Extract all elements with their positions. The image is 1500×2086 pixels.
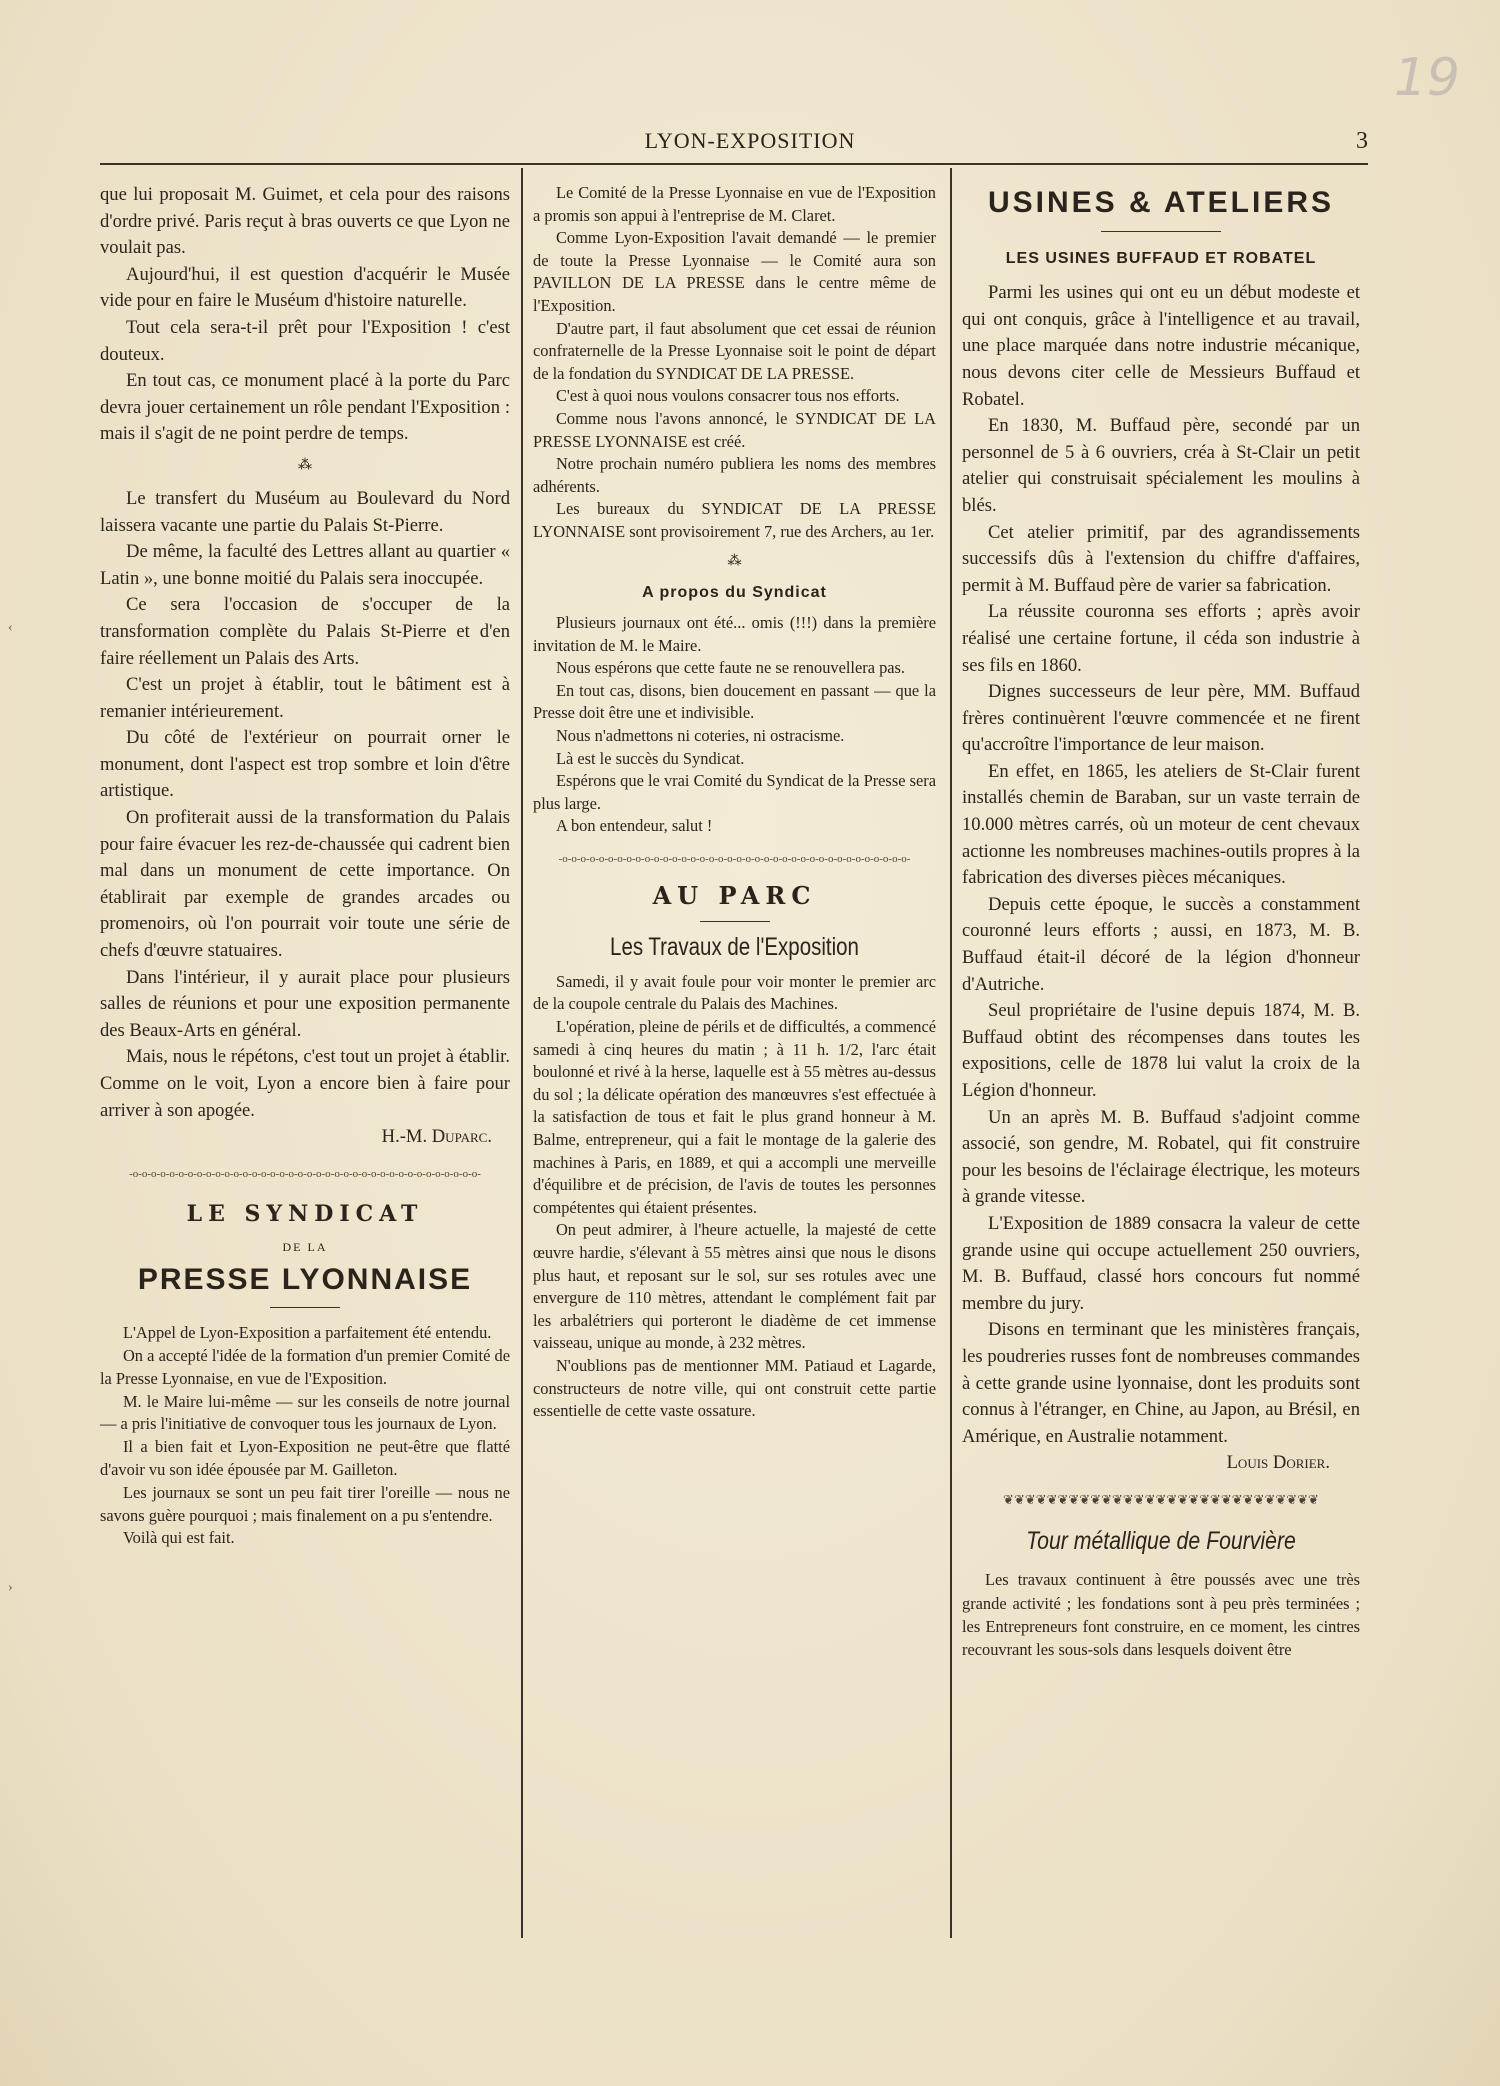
article-paragraph: D'autre part, il faut absolument que cet essai de réunion confraternelle de la Presse Lyonnaise soit le point de départ de la fondation du SYNDICAT DE LA PRESSE. bbox=[533, 318, 936, 383]
article-paragraph: Samedi, il y avait foule pour voir monter le premier arc de la coupole centrale du Palais des Machines. bbox=[533, 971, 936, 1014]
article-paragraph: On profiterait aussi de la transformation du Palais pour faire évacuer les rez-de-chaussée qui cadrent bien mal dans un monument de cette importance. On établirait par exemple de grandes arcades ou promenoirs, où l'on pourrait voir toute une série de chefs d'œuvre statuaires. bbox=[100, 807, 510, 962]
header-rule bbox=[100, 163, 1368, 165]
pencil-page-mark: 19 bbox=[1393, 48, 1460, 108]
article-paragraph: C'est à quoi nous voulons consacrer tous nos efforts. bbox=[555, 386, 900, 406]
article-paragraph: Voilà qui est fait. bbox=[122, 1528, 235, 1548]
article-paragraph: Tout cela sera-t-il prêt pour l'Exposition ! c'est douteux. bbox=[100, 316, 510, 365]
syndicat-article bbox=[100, 1322, 510, 1550]
column-2 bbox=[533, 182, 936, 1423]
syndicat-subtitle: DE LA bbox=[282, 1239, 328, 1254]
article-paragraph: La réussite couronna ses efforts ; après avoir réalisé une certaine fortune, il céda son industrie à ses fils en 1860. bbox=[962, 601, 1360, 676]
column-divider-1 bbox=[521, 168, 523, 1938]
title-rule bbox=[700, 921, 770, 922]
article-paragraph: On peut admirer, à l'heure actuelle, la majesté de cette œuvre hardie, s'élevant à 55 mètres ainsi que nous le disons plus haut, et reposant sur le sol, sur ses rotules avec une envergure de 110 mètres, attendant le complément fait par les arbalétriers qui porteront le diadème de cet immense vaisseau, unique au monde, à 232 mètres. bbox=[533, 1220, 936, 1353]
asterism-ornament: ⁂ bbox=[727, 553, 742, 569]
article-paragraph: M. le Maire lui-même — sur les conseils de notre journal — a pris l'initiative de convoquer tous les journaux de Lyon. bbox=[100, 1391, 510, 1434]
article-paragraph: Comme Lyon-Exposition l'avait demandé — le premier de toute la Presse Lyonnaise — le Comité aura son PAVILLON DE LA PRESSE dans le centre même de l'Exposition. bbox=[533, 228, 936, 315]
flower-divider: ❦❦❦❦❦❦❦❦❦❦❦❦❦❦❦❦❦❦❦❦❦❦❦❦❦❦❦❦❦ bbox=[1003, 1491, 1319, 1507]
article-paragraph: Les bureaux du SYNDICAT DE LA PRESSE LYONNAISE sont provisoirement 7, rue des Archers, au 1er. bbox=[533, 499, 936, 541]
asterism-ornament: ⁂ bbox=[298, 457, 312, 473]
article-paragraph: C'est un projet à établir, tout le bâtiment est à remanier intérieurement. bbox=[100, 674, 510, 722]
article-paragraph: De même, la faculté des Lettres allant au quartier « Latin », une bonne moitié du Palais sera inoccupée. bbox=[100, 541, 510, 589]
margin-mark: › bbox=[8, 1580, 13, 1595]
article-paragraph: En tout cas, disons, bien doucement en passant — que la Presse doit être une et indivisible. bbox=[533, 680, 936, 723]
article-paragraph: Mais, nous le répétons, c'est tout un projet à établir. Comme on le voit, Lyon a encore bien à faire pour arriver à son apogée. bbox=[100, 1046, 510, 1121]
article-paragraph: Dans l'intérieur, il y aurait place pour plusieurs salles de réunions et pour une exposition permanente des Beaux-Arts en général. bbox=[100, 966, 510, 1041]
travaux-title: Les Travaux de l'Exposition bbox=[610, 933, 859, 962]
article-paragraph: N'oublions pas de mentionner MM. Patiaud et Lagarde, constructeurs de notre ville, qui ont construit cette partie essentielle de cette vaste ossature. bbox=[533, 1355, 936, 1421]
title-rule bbox=[1101, 231, 1221, 232]
column-divider-2 bbox=[950, 168, 952, 1938]
article-paragraph: que lui proposait M. Guimet, et cela pour des raisons d'ordre privé. Paris reçut à bras ouverts ce que Lyon ne voulait pas. bbox=[100, 184, 510, 259]
author-signature: Louis Dorier. bbox=[1226, 1452, 1330, 1474]
article-paragraph: Les journaux se sont un peu fait tirer l'oreille — nous ne savons guère pourquoi ; mais finalement on a pu s'entendre. bbox=[100, 1482, 510, 1525]
apropos-title: A propos du Syndicat bbox=[642, 583, 827, 601]
running-title: LYON-EXPOSITION bbox=[644, 128, 856, 153]
presse-lyonnaise-title: PRESSE LYONNAISE bbox=[137, 1262, 473, 1296]
title-rule bbox=[270, 1307, 340, 1308]
article-paragraph: On a accepté l'idée de la formation d'un premier Comité de la Presse Lyonnaise, en vue de l'Exposition. bbox=[100, 1345, 510, 1388]
article-paragraph: Plusieurs journaux ont été... omis (!!!) dans la première invitation de M. le Maire. bbox=[533, 613, 936, 655]
article-paragraph: En tout cas, ce monument placé à la porte du Parc devra jouer certainement un rôle pendant l'Exposition : mais il s'agit de ne point perdre de temps. bbox=[100, 370, 510, 445]
article-paragraph: Nous n'admettons ni coteries, ni ostracisme. bbox=[555, 726, 845, 746]
article-paragraph: L'opération, pleine de périls et de difficultés, a commencé samedi à cinq heures du matin ; à 11 h. 1/2, l'arc était boulonné et rivé à la herse, laquelle est à 55 mètres au-dessus du sol ; la délicate opération des manœuvres s'est effectuée à la satisfaction de tous et fait le plus grand honneur à M. Balme, entrepreneur, qui a fait le montage de la galerie des machines à Paris, en 1889, et qui a accompli une merveille d'équilibre et de précision, de l'avis de toutes les personnes compétentes qui étaient présentes. bbox=[533, 1017, 936, 1217]
article-paragraph: Dignes successeurs de leur père, MM. Buffaud frères continuèrent l'œuvre commencée et ne firent qu'accroître l'importance de leur maison. bbox=[962, 681, 1360, 756]
column-3 bbox=[962, 182, 1360, 1662]
article-paragraph: Nous espérons que cette faute ne se renouvellera pas. bbox=[555, 658, 906, 678]
article-paragraph: L'Appel de Lyon-Exposition a parfaitement été entendu. bbox=[122, 1323, 492, 1343]
article-paragraph: Parmi les usines qui ont eu un début modeste et qui ont conquis, grâce à l'intelligence et au travail, une place marquée dans notre industrie mécanique, nous devons citer celle de Messieurs Buffaud et Robatel. bbox=[962, 282, 1360, 410]
author-signature: H.-M. Duparc. bbox=[381, 1126, 492, 1148]
chain-divider: -o-o-o-o-o-o-o-o-o-o-o-o-o-o-o-o-o-o-o-o-o-o-o-o-o-o-o-o-o-o-o-o-o-o-o-o-o-o- bbox=[558, 853, 911, 866]
syndicat-title: LE SYNDICAT bbox=[186, 1201, 424, 1228]
article-paragraph: En effet, en 1865, les ateliers de St-Clair furent installés chemin de Baraban, sur un vaste terrain de 10.000 mètres carrés, où un moteur de cent chevaux actionne les nombreuses machines-outils propres à la fabrication des diverses pièces mécaniques. bbox=[962, 760, 1360, 889]
article-paragraph: Aujourd'hui, il est question d'acquérir le Musée vide pour en faire le Muséum d'histoire naturelle. bbox=[100, 263, 510, 312]
article-paragraph: Depuis cette époque, le succès a constamment couronné leurs efforts ; aussi, en 1873, M. B. Buffaud était-il décoré de la légion d'honneur d'Autriche. bbox=[962, 893, 1360, 995]
usines-subtitle: LES USINES BUFFAUD ET ROBATEL bbox=[1005, 249, 1317, 267]
article-paragraph: Disons en terminant que les ministères français, les poudreries russes font de nombreuses commandes à cette grande usine lyonnaise, dont les produits sont connus à l'étranger, en Chine, au Japon, au Brésil, en Amérique, en Australie notamment. bbox=[962, 1319, 1360, 1447]
usines-section-title: USINES & ATELIERS bbox=[987, 186, 1335, 219]
article-paragraph: Là est le succès du Syndicat. bbox=[555, 748, 745, 768]
article-paragraph: A bon entendeur, salut ! bbox=[555, 816, 713, 836]
article-paragraph: En 1830, M. Buffaud père, secondé par un personnel de 5 à 6 ouvriers, créa à St-Clair un petit atelier qui construisait spécialement les moulins à blés. bbox=[962, 415, 1360, 516]
margin-mark: ‹ bbox=[8, 620, 13, 635]
page-number: 3 bbox=[1356, 128, 1368, 154]
article-paragraph: Du côté de l'extérieur on pourrait orner le monument, dont l'aspect est trop sombre et loin d'être artistique. bbox=[100, 727, 510, 802]
article-paragraph: Comme nous l'avons annoncé, le SYNDICAT DE LA PRESSE LYONNAISE est créé. bbox=[533, 408, 936, 451]
article-paragraph: Le Comité de la Presse Lyonnaise en vue de l'Exposition a promis son appui à l'entreprise de M. Claret. bbox=[533, 183, 936, 225]
chain-divider: -o-o-o-o-o-o-o-o-o-o-o-o-o-o-o-o-o-o-o-o-o-o-o-o-o-o-o-o-o-o-o-o-o-o-o-o-o-o- bbox=[129, 1167, 481, 1180]
article-paragraph: Le transfert du Muséum au Boulevard du Nord laissera vacante une partie du Palais St-Pierre. bbox=[100, 487, 510, 536]
tour-title: Tour métallique de Fourvière bbox=[1026, 1526, 1296, 1555]
article-paragraph: Ce sera l'occasion de s'occuper de la transformation complète du Palais St-Pierre et d'en faire réellement un Palais des Arts. bbox=[100, 594, 510, 669]
article-paragraph: Il a bien fait et Lyon-Exposition ne peut-être que flatté d'avoir vu son idée épousée par M. Gailleton. bbox=[100, 1437, 510, 1479]
article-paragraph: Les travaux continuent à être poussés avec une très grande activité ; les fondations sont à peu près terminées ; les Entrepreneurs font construire, en ce moment, les cintres recouvrant les sous-sols dans lesquels doivent être bbox=[962, 1570, 1360, 1660]
au-parc-title: AU PARC bbox=[652, 880, 817, 910]
article-paragraph: Un an après M. B. Buffaud s'adjoint comme associé, son gendre, M. Robatel, qui fit construire pour les besoins de l'éclairage électrique, les moteurs à grande vitesse. bbox=[962, 1106, 1360, 1208]
article-paragraph: Seul propriétaire de l'usine depuis 1874, M. B. Buffaud obtint des récompenses dans toutes les expositions, celle de 1878 lui valut la croix de la Légion d'honneur. bbox=[962, 1000, 1360, 1101]
article-paragraph: L'Exposition de 1889 consacra la valeur de cette grande usine qui occupe actuellement 250 ouvriers, M. B. Buffaud, classé hors concours fut nommé membre du jury. bbox=[962, 1212, 1360, 1314]
article-paragraph: Espérons que le vrai Comité du Syndicat de la Presse sera plus large. bbox=[533, 771, 936, 813]
article-paragraph: Notre prochain numéro publiera les noms des membres adhérents. bbox=[533, 454, 936, 496]
article-paragraph: Cet atelier primitif, par des agrandissements successifs dûs à l'extension du chiffre d'affaires, permit à M. Buffaud père de varier sa fabrication. bbox=[962, 521, 1360, 596]
column-1 bbox=[100, 182, 510, 1550]
